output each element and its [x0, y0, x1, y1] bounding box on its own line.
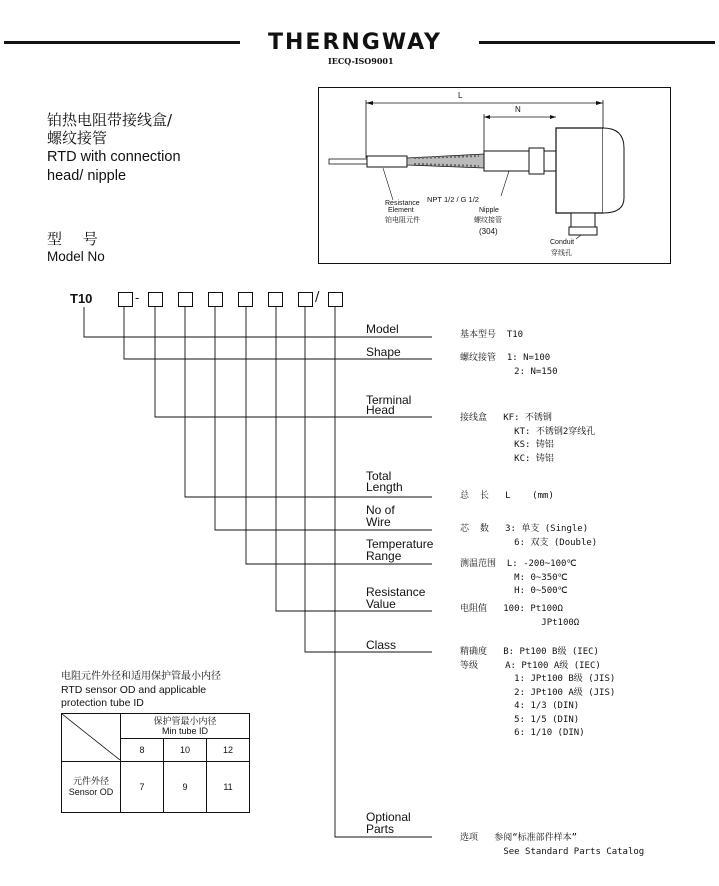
- resistance-element-en1: Resistance: [385, 200, 420, 207]
- conduit-en-label: Conduit: [550, 239, 575, 246]
- field-label-resistance-1: Resistance: [366, 585, 426, 599]
- table-corner-cell: [62, 714, 121, 762]
- field-label-optional-2: Parts: [366, 822, 395, 836]
- resistance-element-en2: Element: [388, 207, 414, 214]
- field-label-shape: Shape: [366, 345, 401, 359]
- resistance-element-cn: 铂电阻元件: [385, 216, 420, 224]
- conduit-cn-label: 穿线孔: [551, 249, 572, 257]
- field-label-length-1: Total: [366, 469, 392, 483]
- field-label-wire-2: Wire: [366, 515, 391, 529]
- table-header-en: Min tube ID: [161, 726, 209, 736]
- nipple-en-label: Nipple: [479, 207, 499, 214]
- row-label-en: Sensor OD: [68, 787, 114, 797]
- tube-id-cell: 12: [207, 739, 250, 762]
- field-desc-resistance: 电阻值 100: Pt100Ω JPt100Ω: [460, 604, 580, 628]
- sensor-od-cell: 7: [121, 762, 164, 813]
- sensor-od-table: [61, 713, 250, 813]
- sensor-od-cell: 11: [207, 762, 250, 813]
- field-label-terminal-2: Head: [366, 403, 395, 417]
- field-desc-temp: 测温范围 L: -200~100℃ M: 0~350℃ H: 0~500℃: [460, 559, 577, 596]
- title-en-line2: head/ nipple: [47, 168, 127, 184]
- field-label-class: Class: [366, 638, 397, 652]
- field-label-temp-2: Range: [366, 549, 402, 563]
- table-diagonal: [62, 714, 120, 760]
- field-desc-length: 总 长 L (mm): [460, 491, 554, 501]
- sensor-table-caption-cn: 电阻元件外径和适用保护管最小内径: [61, 671, 221, 682]
- model-code-prefix: T10: [70, 291, 93, 306]
- model-heading-en: Model No: [47, 249, 105, 264]
- model-heading-cn: 型 号: [47, 230, 106, 248]
- table-row-label: [62, 762, 121, 813]
- field-label-terminal-1: Terminal: [366, 393, 412, 407]
- field-desc-class: 精确度 B: Pt100 B级 (IEC) 等级 A: Pt100 A级 (IEC) 1: JPt100 B级 (JIS) 2: JPt100 A级 (JIS) 4: 1/3 (DIN) 5: 1/5 (DIN) 6: 1/10 (DIN): [460, 647, 616, 738]
- title-cn-line1: 铂热电阻带接线盒/: [47, 111, 173, 129]
- sensor-table-caption-en2: protection tube ID: [61, 697, 144, 709]
- dim-l-label: L: [458, 91, 463, 100]
- table-header-tube-id: [121, 714, 250, 739]
- tube-id-cell: 8: [121, 739, 164, 762]
- sensor-od-cell: 9: [164, 762, 207, 813]
- title-cn-line2: 螺纹接管: [47, 129, 108, 147]
- model-code-dash: -: [135, 291, 140, 305]
- nipple-material-label: (304): [479, 227, 498, 236]
- field-label-length-2: Length: [366, 480, 403, 494]
- field-label-model: Model: [366, 322, 399, 336]
- field-label-resistance-2: Value: [366, 597, 396, 611]
- thread-spec-label: NPT 1/2 / G 1/2: [427, 195, 479, 204]
- field-desc-shape: 螺纹接管 1: N=100 2: N=150: [460, 353, 558, 377]
- sensor-table-caption-en1: RTD sensor OD and applicable: [61, 684, 207, 696]
- field-desc-wire: 芯 数 3: 单支 (Single) 6: 双支 (Double): [460, 524, 598, 548]
- tube-id-cell: 10: [164, 739, 207, 762]
- model-code-slash: /: [315, 290, 320, 305]
- field-desc-terminal: 接线盒 KF: 不锈钢 KT: 不锈钢2穿线孔 KS: 铸铝 KC: 铸铝: [460, 413, 596, 464]
- table-header-cn: 保护管最小内径: [153, 716, 217, 726]
- field-desc-model: 基本型号 T10: [460, 330, 524, 340]
- company-logo: THERNGWAY: [268, 30, 442, 55]
- row-label-cn: 元件外径: [72, 776, 109, 786]
- nipple-cn-label: 螺纹接管: [474, 216, 502, 224]
- field-label-wire-1: No of: [366, 503, 395, 517]
- title-en-line1: RTD with connection: [47, 149, 181, 165]
- field-desc-optional: 选项 参阅“标准部件样本” See Standard Parts Catalog: [460, 833, 645, 857]
- dim-n-label: N: [515, 105, 521, 114]
- field-label-optional-1: Optional: [366, 810, 411, 824]
- field-label-temp-1: Temperature: [366, 537, 434, 551]
- certification-text: IECQ-ISO9001: [328, 56, 394, 66]
